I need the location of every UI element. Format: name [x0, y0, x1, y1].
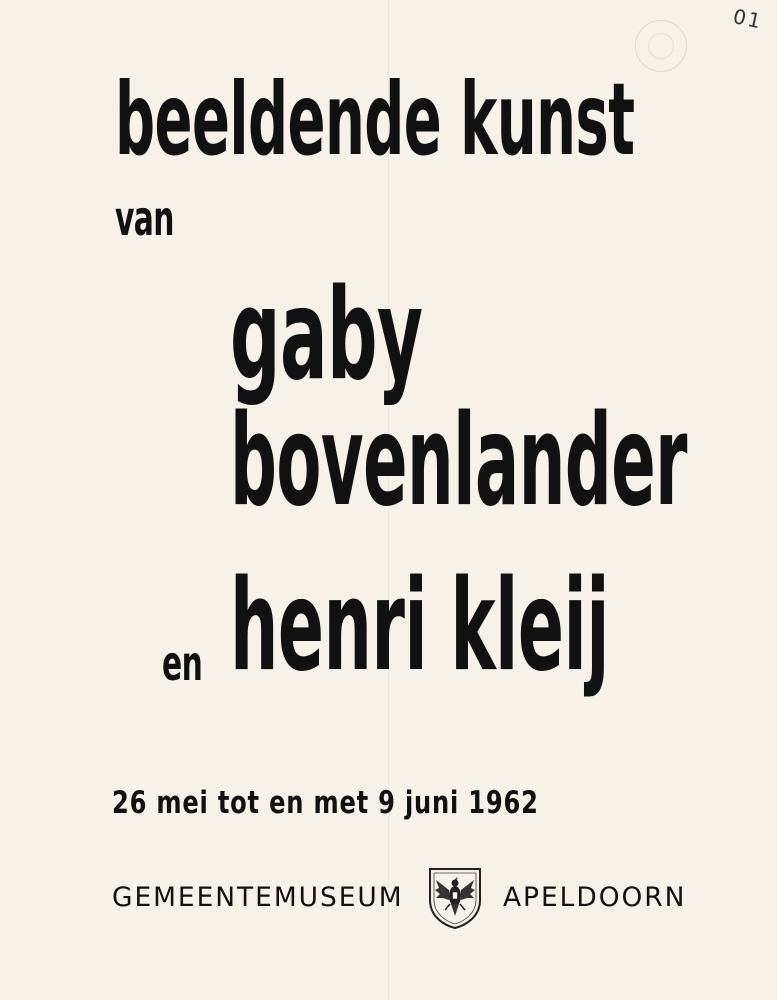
museum-name: GEMEENTEMUSEUM [112, 882, 404, 913]
conjunction-en: en [162, 636, 203, 692]
artist1-first-name: gaby [230, 261, 423, 408]
apeldoorn-coat-of-arms-icon [427, 866, 483, 930]
poster-headline: beeldende kunst [115, 61, 635, 178]
museum-city: APELDOORN [503, 882, 687, 913]
exhibition-dates: 26 mei tot en met 9 juni 1962 [112, 785, 539, 821]
stamp-inner-ring [648, 33, 674, 59]
archive-number: 01 [731, 4, 765, 34]
artist1-last-name: bovenlander [230, 387, 687, 534]
artist2-name: henri kleij [230, 552, 610, 699]
preposition-van: van [115, 191, 174, 247]
